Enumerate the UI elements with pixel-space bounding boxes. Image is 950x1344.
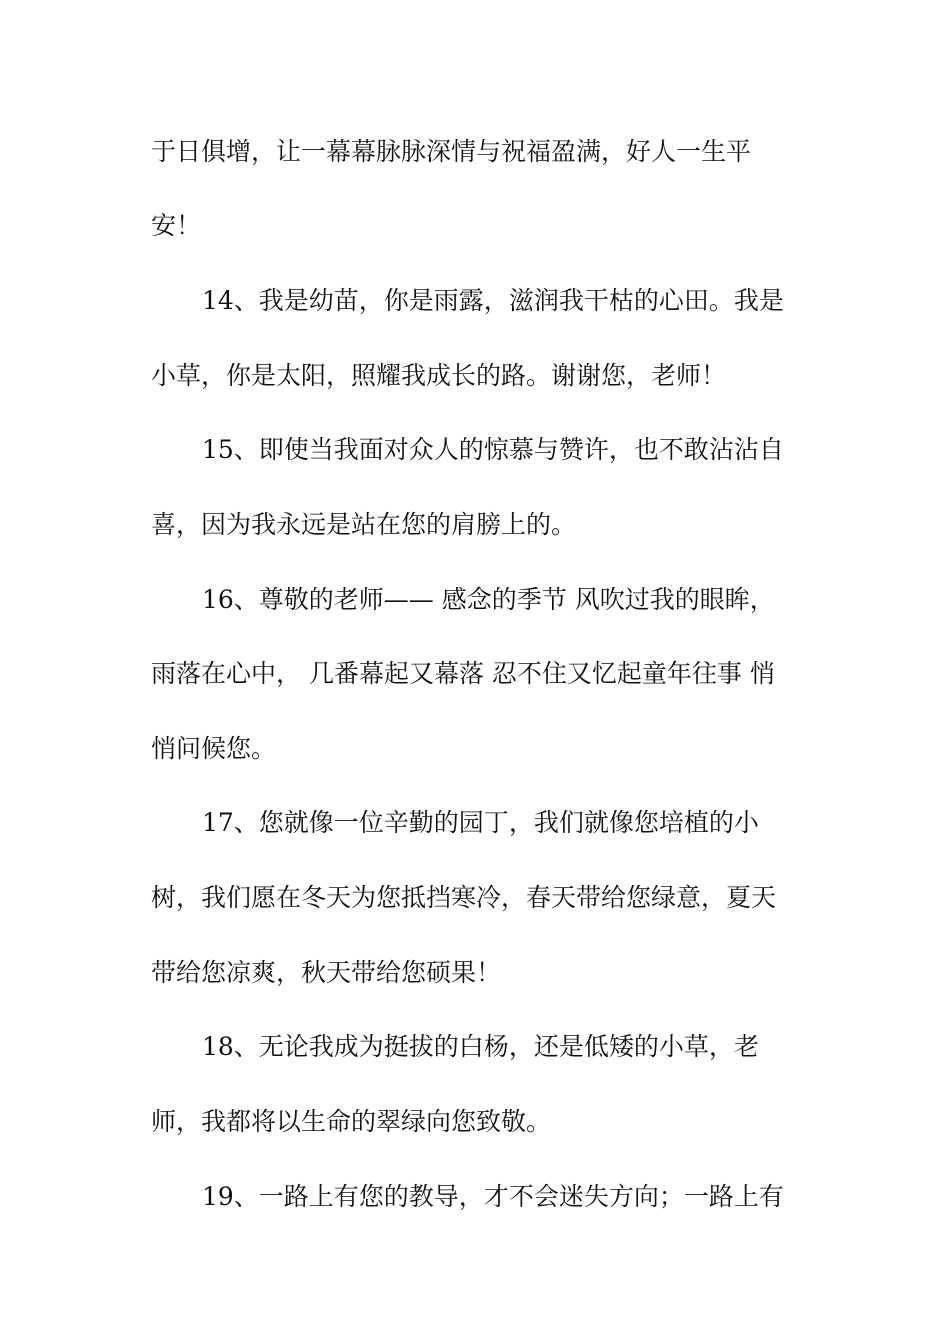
text-line: 喜，因为我永远是站在您的肩膀上的。 bbox=[151, 510, 577, 539]
paragraph-start-14: 14、我是幼苗，你是雨露，滋润我干枯的心田。我是 bbox=[202, 286, 784, 315]
text-line: 树，我们愿在冬天为您抵挡寒冷，春天带给您绿意，夏天 bbox=[151, 883, 777, 912]
paragraph-start-16: 16、尊敬的老师—— 感念的季节 风吹过我的眼眸， bbox=[202, 585, 775, 614]
text-line: 雨落在心中， 几番幕起又幕落 忍不住又忆起童年往事 悄 bbox=[151, 659, 775, 688]
text-line: 悄问候您。 bbox=[151, 734, 277, 763]
text-line: 带给您凉爽，秋天带给您硕果！ bbox=[151, 958, 502, 987]
paragraph-start-17: 17、您就像一位辛勤的园丁，我们就像您培植的小 bbox=[202, 808, 759, 837]
text-line: 小草，你是太阳，照耀我成长的路。谢谢您，老师！ bbox=[151, 361, 727, 390]
paragraph-start-15: 15、即使当我面对众人的惊慕与赞许，也不敢沾沾自 bbox=[202, 435, 784, 464]
text-line: 于日俱增，让一幕幕脉脉深情与祝福盈满，好人一生平 bbox=[151, 137, 752, 166]
text-line: 师，我都将以生命的翠绿向您致敬。 bbox=[151, 1107, 552, 1136]
paragraph-start-18: 18、无论我成为挺拔的白杨，还是低矮的小草，老 bbox=[202, 1032, 759, 1061]
text-line: 安！ bbox=[151, 211, 202, 240]
paragraph-start-19: 19、一路上有您的教导，才不会迷失方向；一路上有 bbox=[202, 1182, 784, 1211]
